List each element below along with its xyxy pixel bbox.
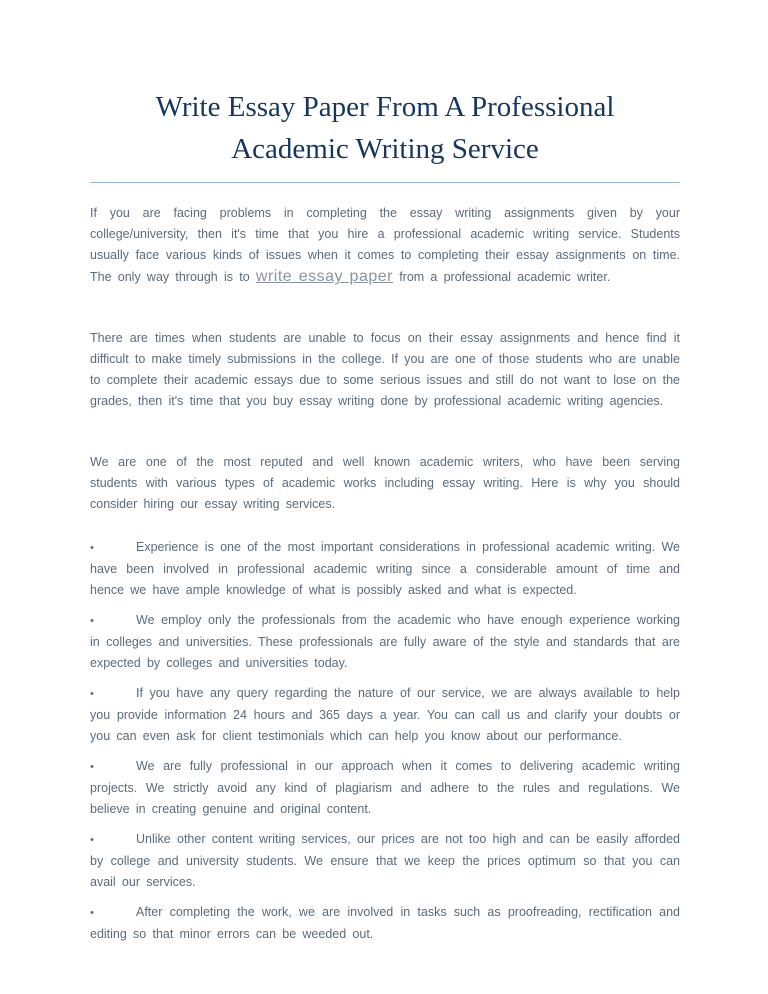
bullet-list [90, 537, 680, 945]
intro-paragraph [90, 203, 680, 288]
intro-text-before-link: If you are facing problems in completing the essay writing assignments given by your college/university, then it's time that you hire a professional academic writing service. Students usually face various kinds of issues when it comes to completing their essay assignments on time. The only way through is to [90, 206, 680, 285]
bullet-item [90, 683, 680, 747]
bullet-icon: • [90, 542, 94, 555]
body-paragraph: We are one of the most reputed and well known academic writers, who have been serving students with various types of academic works including essay writing. Here is why you should consider hiring our essay writing services. [90, 455, 680, 512]
page-title-line-1: Write Essay Paper From A Professional [155, 91, 615, 123]
page-title [90, 86, 680, 183]
bullet-icon: • [90, 834, 94, 847]
bullet-item [90, 537, 680, 601]
bullet-icon: • [90, 761, 94, 774]
page-title-line-2: Academic Writing Service [231, 133, 539, 166]
bullet-item [90, 902, 680, 945]
bullet-icon: • [90, 688, 94, 701]
bullet-text: If you have any query regarding the nature of our service, we are always available to help you provide information 24 hours and 365 days a year. You can call us and clarify your doubts or you can even ask for client testimonials which can help you know about our performance. [90, 686, 680, 744]
bullet-text: We are fully professional in our approach when it comes to delivering academic writing projects. We strictly avoid any kind of plagiarism and adhere to the rules and regulations. We believe in creating genuine and original content. [90, 759, 680, 817]
bullet-text: Experience is one of the most important considerations in professional academic writing. We have been involved in professional academic writing since a considerable amount of time and hence we have ample knowledge of what is possibly asked and what is expected. [90, 540, 680, 598]
bullet-item [90, 829, 680, 893]
intro-text-after-link: from a professional academic writer. [392, 270, 611, 285]
bullet-item [90, 756, 680, 820]
body-paragraph: There are times when students are unable to focus on their essay assignments and hence find it difficult to make timely submissions in the college. If you are one of those students who are unable to complete their academic essays due to some serious issues and still do not want to lose on the grades, then it's time that you buy essay writing done by professional academic writing agencies. [90, 331, 680, 409]
bullet-text: Unlike other content writing services, our prices are not too high and can be easily afforded by college and university students. We ensure that we keep the prices optimum so that you can avail our services. [90, 832, 680, 890]
write-essay-paper-link[interactable]: write essay paper [255, 268, 393, 286]
bullet-icon: • [90, 615, 94, 628]
bullet-text: We employ only the professionals from the academic who have enough experience working in colleges and universities. These professionals are fully aware of the style and standards that are expected by colleges and universities today. [90, 613, 680, 671]
bullet-icon: • [90, 907, 94, 920]
bullet-item [90, 610, 680, 674]
bullet-text: After completing the work, we are involved in tasks such as proofreading, rectification and editing so that minor errors can be weeded out. [90, 905, 680, 942]
